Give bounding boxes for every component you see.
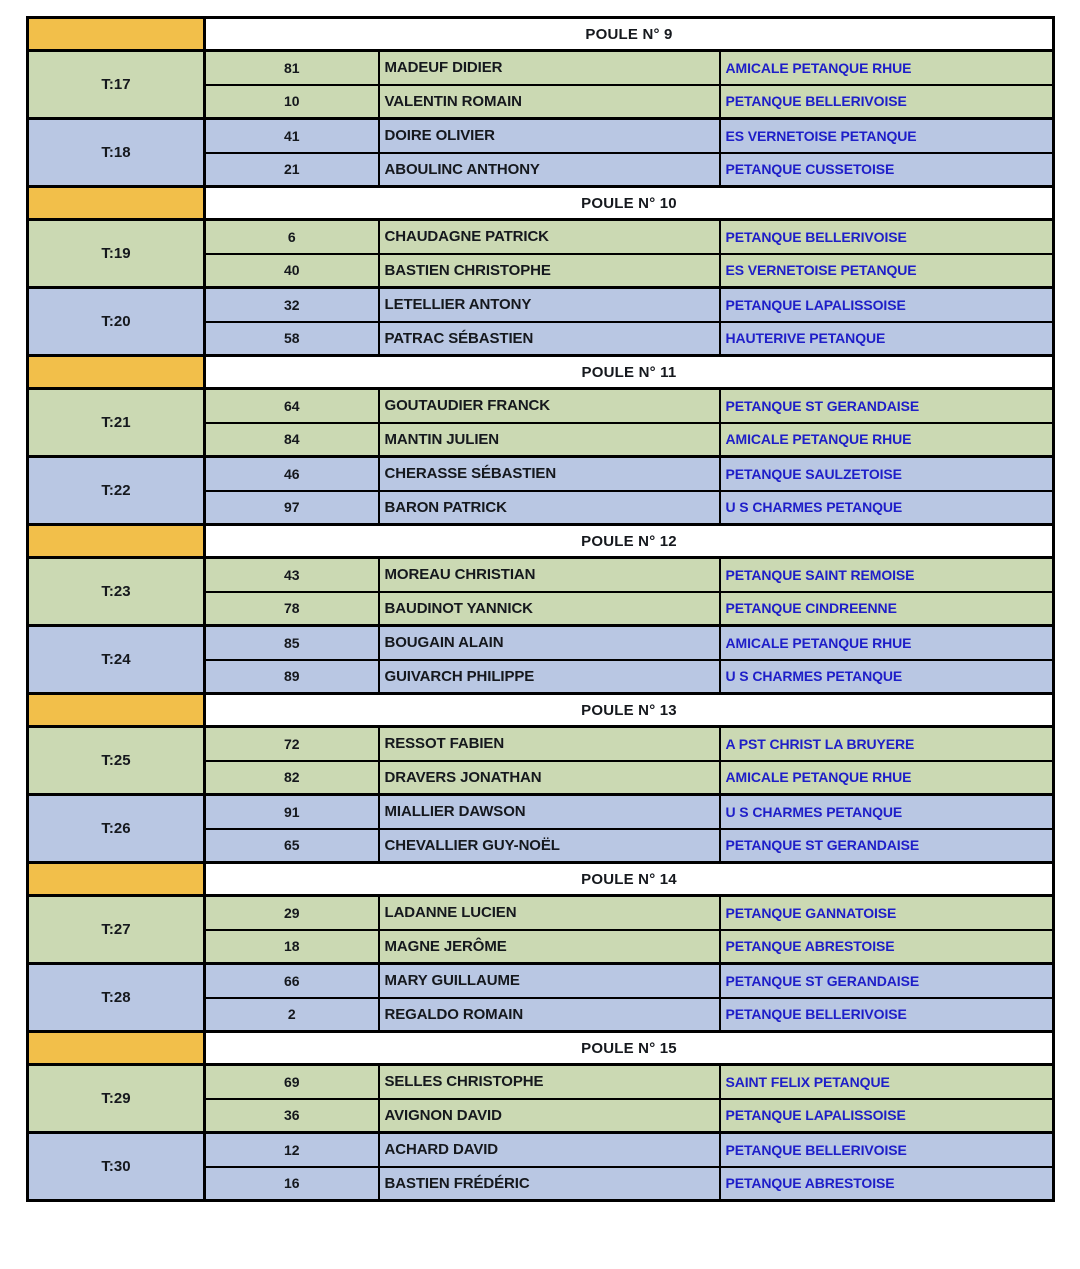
poule-corner-cell [28, 525, 205, 558]
player-number: 46 [205, 457, 379, 491]
player-number: 66 [205, 964, 379, 998]
court-label-cell: T:17 [28, 51, 205, 119]
player-name: MARY GUILLAUME [379, 964, 720, 998]
player-name: SELLES CHRISTOPHE [379, 1065, 720, 1099]
player-number: 58 [205, 322, 379, 356]
poule-header-row [28, 187, 1054, 220]
player-club: PETANQUE SAINT REMOISE [720, 558, 1054, 592]
player-name: MANTIN JULIEN [379, 423, 720, 457]
player-number: 32 [205, 288, 379, 322]
player-club: AMICALE PETANQUE RHUE [720, 761, 1054, 795]
poules-table-body [28, 18, 1054, 1201]
court-label-cell: T:21 [28, 389, 205, 457]
poule-title: POULE N° 11 [205, 356, 1054, 389]
player-club: A PST CHRIST LA BRUYERE [720, 727, 1054, 761]
court-label-cell: T:22 [28, 457, 205, 525]
player-number: 41 [205, 119, 379, 153]
poule-header-row [28, 525, 1054, 558]
player-number: 69 [205, 1065, 379, 1099]
player-row [28, 727, 1054, 761]
player-name: ACHARD DAVID [379, 1133, 720, 1167]
player-number: 89 [205, 660, 379, 694]
player-number: 43 [205, 558, 379, 592]
player-row [28, 1133, 1054, 1167]
player-club: ES VERNETOISE PETANQUE [720, 254, 1054, 288]
court-label-cell: T:18 [28, 119, 205, 187]
poule-header-row [28, 18, 1054, 51]
player-name: MADEUF DIDIER [379, 51, 720, 85]
player-row [28, 626, 1054, 660]
player-number: 29 [205, 896, 379, 930]
player-name: LETELLIER ANTONY [379, 288, 720, 322]
player-club: HAUTERIVE PETANQUE [720, 322, 1054, 356]
player-row [28, 1065, 1054, 1099]
player-number: 36 [205, 1099, 379, 1133]
player-number: 21 [205, 153, 379, 187]
player-row [28, 288, 1054, 322]
player-club: AMICALE PETANQUE RHUE [720, 423, 1054, 457]
player-club: PETANQUE SAULZETOISE [720, 457, 1054, 491]
player-name: BASTIEN FRÉDÉRIC [379, 1167, 720, 1201]
court-label-cell: T:23 [28, 558, 205, 626]
player-club: PETANQUE BELLERIVOISE [720, 85, 1054, 119]
poule-title: POULE N° 10 [205, 187, 1054, 220]
player-name: BOUGAIN ALAIN [379, 626, 720, 660]
player-name: AVIGNON DAVID [379, 1099, 720, 1133]
player-club: PETANQUE BELLERIVOISE [720, 220, 1054, 254]
player-name: REGALDO ROMAIN [379, 998, 720, 1032]
player-club: PETANQUE CUSSETOISE [720, 153, 1054, 187]
player-number: 16 [205, 1167, 379, 1201]
player-name: CHAUDAGNE PATRICK [379, 220, 720, 254]
player-club: PETANQUE ABRESTOISE [720, 1167, 1054, 1201]
player-club: PETANQUE BELLERIVOISE [720, 998, 1054, 1032]
player-name: BASTIEN CHRISTOPHE [379, 254, 720, 288]
player-row [28, 389, 1054, 423]
player-name: LADANNE LUCIEN [379, 896, 720, 930]
player-club: PETANQUE ST GERANDAISE [720, 829, 1054, 863]
court-label-cell: T:30 [28, 1133, 205, 1201]
player-row [28, 896, 1054, 930]
player-club: SAINT FELIX PETANQUE [720, 1065, 1054, 1099]
court-label-cell: T:20 [28, 288, 205, 356]
player-number: 64 [205, 389, 379, 423]
player-name: MOREAU CHRISTIAN [379, 558, 720, 592]
player-name: MIALLIER DAWSON [379, 795, 720, 829]
player-club: U S CHARMES PETANQUE [720, 491, 1054, 525]
poules-table [26, 16, 1055, 1202]
player-club: PETANQUE GANNATOISE [720, 896, 1054, 930]
player-row [28, 51, 1054, 85]
poule-header-row [28, 694, 1054, 727]
player-name: VALENTIN ROMAIN [379, 85, 720, 119]
player-club: PETANQUE ABRESTOISE [720, 930, 1054, 964]
player-club: PETANQUE LAPALISSOISE [720, 288, 1054, 322]
player-club: ES VERNETOISE PETANQUE [720, 119, 1054, 153]
poule-header-row [28, 863, 1054, 896]
player-number: 81 [205, 51, 379, 85]
poule-header-row [28, 1032, 1054, 1065]
player-row [28, 558, 1054, 592]
player-number: 6 [205, 220, 379, 254]
player-number: 78 [205, 592, 379, 626]
court-label-cell: T:29 [28, 1065, 205, 1133]
player-number: 12 [205, 1133, 379, 1167]
player-number: 82 [205, 761, 379, 795]
player-club: PETANQUE ST GERANDAISE [720, 389, 1054, 423]
poule-title: POULE N° 14 [205, 863, 1054, 896]
poule-title: POULE N° 13 [205, 694, 1054, 727]
player-number: 18 [205, 930, 379, 964]
player-name: RESSOT FABIEN [379, 727, 720, 761]
poule-header-row [28, 356, 1054, 389]
poule-corner-cell [28, 18, 205, 51]
poule-title: POULE N° 12 [205, 525, 1054, 558]
player-club: PETANQUE ST GERANDAISE [720, 964, 1054, 998]
player-name: PATRAC SÉBASTIEN [379, 322, 720, 356]
poule-title: POULE N° 9 [205, 18, 1054, 51]
player-name: DOIRE OLIVIER [379, 119, 720, 153]
player-number: 10 [205, 85, 379, 119]
court-label-cell: T:24 [28, 626, 205, 694]
player-name: ABOULINC ANTHONY [379, 153, 720, 187]
player-number: 84 [205, 423, 379, 457]
court-label-cell: T:25 [28, 727, 205, 795]
player-name: BAUDINOT YANNICK [379, 592, 720, 626]
player-number: 72 [205, 727, 379, 761]
player-name: CHERASSE SÉBASTIEN [379, 457, 720, 491]
court-label-cell: T:19 [28, 220, 205, 288]
player-number: 97 [205, 491, 379, 525]
poule-corner-cell [28, 187, 205, 220]
court-label-cell: T:28 [28, 964, 205, 1032]
player-name: MAGNE JERÔME [379, 930, 720, 964]
poule-corner-cell [28, 1032, 205, 1065]
player-row [28, 119, 1054, 153]
player-name: CHEVALLIER GUY-NOËL [379, 829, 720, 863]
player-row [28, 220, 1054, 254]
player-club: PETANQUE BELLERIVOISE [720, 1133, 1054, 1167]
player-row [28, 964, 1054, 998]
player-club: AMICALE PETANQUE RHUE [720, 51, 1054, 85]
player-name: GUIVARCH PHILIPPE [379, 660, 720, 694]
player-club: PETANQUE LAPALISSOISE [720, 1099, 1054, 1133]
player-number: 85 [205, 626, 379, 660]
poule-title: POULE N° 15 [205, 1032, 1054, 1065]
player-number: 91 [205, 795, 379, 829]
player-number: 65 [205, 829, 379, 863]
player-club: U S CHARMES PETANQUE [720, 795, 1054, 829]
court-label-cell: T:27 [28, 896, 205, 964]
poule-corner-cell [28, 356, 205, 389]
player-number: 2 [205, 998, 379, 1032]
poule-corner-cell [28, 694, 205, 727]
player-name: BARON PATRICK [379, 491, 720, 525]
player-row [28, 457, 1054, 491]
player-number: 40 [205, 254, 379, 288]
court-label-cell: T:26 [28, 795, 205, 863]
player-row [28, 795, 1054, 829]
poule-corner-cell [28, 863, 205, 896]
player-name: DRAVERS JONATHAN [379, 761, 720, 795]
player-club: U S CHARMES PETANQUE [720, 660, 1054, 694]
player-club: AMICALE PETANQUE RHUE [720, 626, 1054, 660]
player-club: PETANQUE CINDREENNE [720, 592, 1054, 626]
player-name: GOUTAUDIER FRANCK [379, 389, 720, 423]
